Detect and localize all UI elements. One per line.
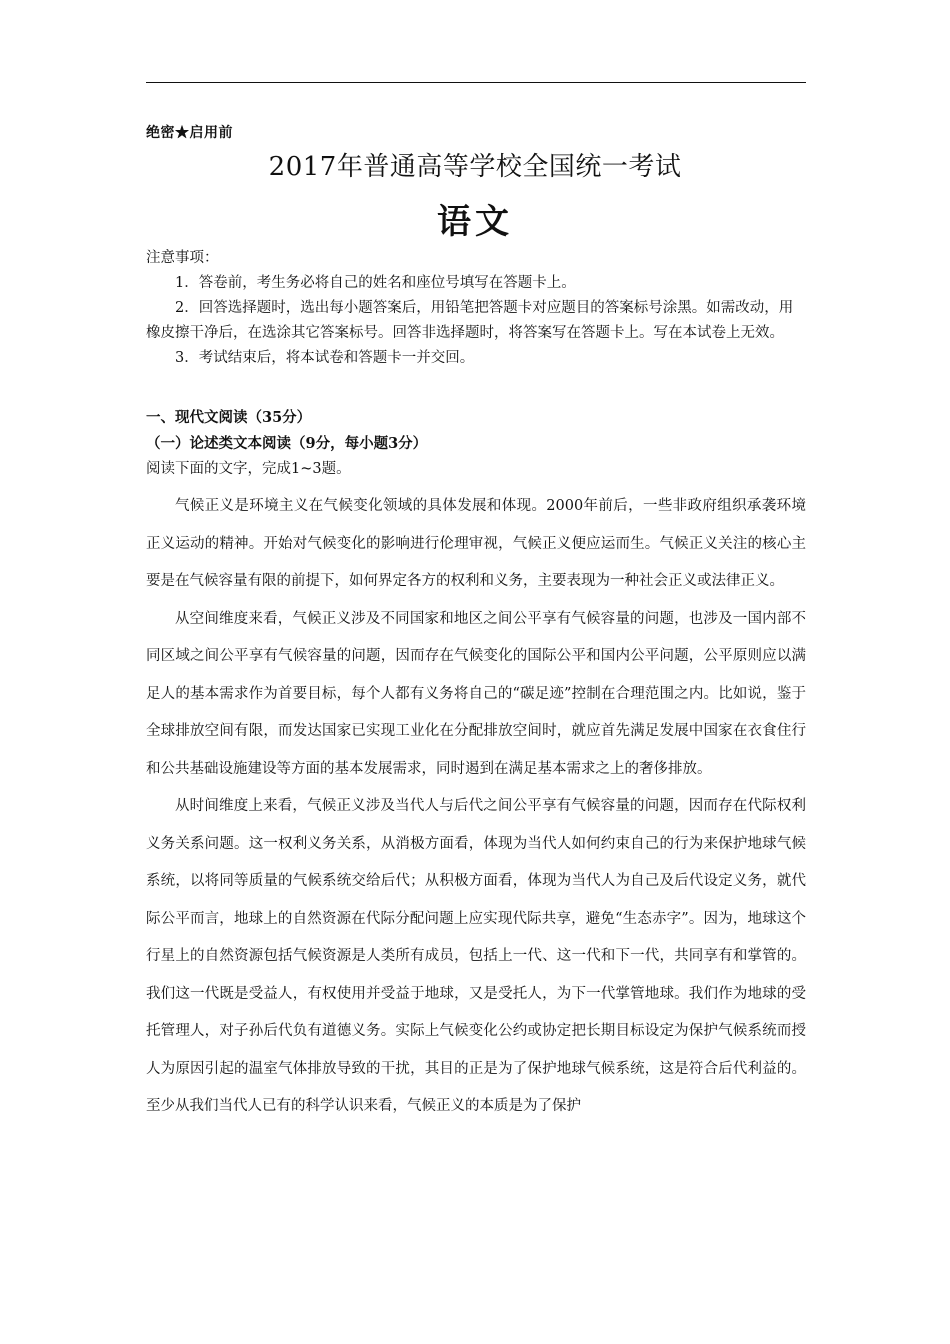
section-title: 一、现代文阅读（35分） bbox=[146, 409, 312, 426]
article-body bbox=[146, 488, 806, 1126]
article-paragraph-1: 气候正义是环境主义在气候变化领域的具体发展和体现。2000年前后，一些非政府组织承袭环境正义运动的精神。开始对气候变化的影响进行伦理审视，气候正义便应运而生。气候正义关注的核心主要是在气候容量有限的前提下，如何界定各方的权利和义务，主要表现为一种社会正义或法律正义。 bbox=[146, 498, 806, 589]
reading-instruction: 阅读下面的文字，完成1~3题。 bbox=[146, 461, 351, 477]
note-item-1: 1．答卷前，考生务必将自己的姓名和座位号填写在答题卡上。 bbox=[175, 275, 576, 291]
notes-heading: 注意事项： bbox=[146, 250, 219, 266]
notes-block bbox=[146, 246, 806, 371]
note-item-3: 3．考试结束后，将本试卷和答题卡一并交回。 bbox=[175, 350, 475, 366]
subject-title: 语文 bbox=[437, 202, 513, 242]
confidential-label: 绝密★启用前 bbox=[146, 125, 233, 141]
article-paragraph-3: 从时间维度上来看，气候正义涉及当代人与后代之间公平享有气候容量的问题，因而存在代际权利义务关系问题。这一权利义务关系，从消极方面看，体现为当代人如何约束自己的行为来保护地球气候系统，以将同等质量的气候系统交给后代；从积极方面看，体现为当代人为自己及后代设定义务，就代际公平而言，地球上的自然资源在代际分配问题上应实现代际共享，避免“生态赤字”。因为，地球这个行星上的自然资源包括气候资源是人类所有成员，包括上一代、这一代和下一代，共同享有和掌管的。我们这一代既是受益人，有权使用并受益于地球，又是受托人，为下一代掌管地球。我们作为地球的受托管理人，对子孙后代负有道德义务。实际上气候变化公约或协定把长期目标设定为保护气候系统而授人为原因引起的温室气体排放导致的干扰，其目的正是为了保护地球气候系统，这是符合后代利益的。至少从我们当代人已有的科学认识来看，气候正义的本质是为了保护 bbox=[146, 798, 806, 1114]
article-paragraph-2: 从空间维度来看，气候正义涉及不同国家和地区之间公平享有气候容量的问题，也涉及一国内部不同区域之间公平享有气候容量的问题，因而存在气候变化的国际公平和国内公平问题，公平原则应以满足人的基本需求作为首要目标，每个人都有义务将自己的“碳足迹”控制在合理范围之内。比如说，鉴于全球排放空间有限，而发达国家已实现工业化在分配排放空间时，就应首先满足发展中国家在衣食住行和公共基础设施建设等方面的基本发展需求，同时遏到在满足基本需求之上的奢侈排放。 bbox=[146, 610, 806, 777]
exam-title: 2017年普通高等学校全国统一考试 bbox=[268, 152, 682, 182]
header-rule bbox=[146, 82, 806, 83]
note-item-2: 2．回答选择题时，选出每小题答案后，用铅笔把答题卡对应题目的答案标号涂黑。如需改动，用橡皮擦干净后，在选涂其它答案标号。回答非选择题时，将答案写在答题卡上。写在本试卷上无效。 bbox=[146, 300, 794, 341]
sub-section-title: （一）论述类文本阅读（9分，每小题3分） bbox=[146, 435, 428, 452]
